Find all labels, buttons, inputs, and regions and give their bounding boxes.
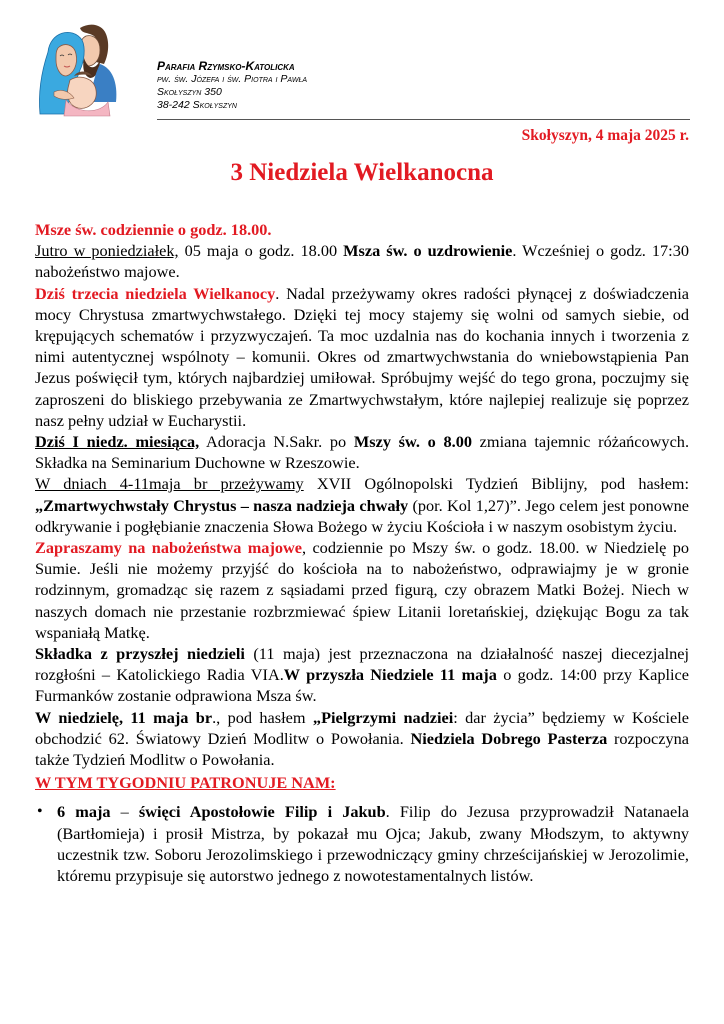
bold-text: W niedzielę, 11 maja br (35, 707, 213, 727)
body-text: o godz. 14:00 przy Kaplice Furmanków zostanie odprawiona Msza św. (35, 665, 689, 706)
bold-text: Mszy św. o 8.00 (353, 432, 472, 452)
body-text: (por. Kol 1,27)”. Jego celem jest ponowne odkrywanie i pogłębianie znaczenia Słowa Bożego w życiu Kościoła i w naszym osobistym życiu. (35, 495, 689, 536)
holy-family-logo-icon (30, 18, 130, 122)
address-line-1: Skołyszyn 350 (157, 86, 222, 98)
body-text: – (110, 802, 139, 822)
red-highlight: Dziś trzecia niedziela Wielkanocy (35, 283, 276, 303)
body-text: . Wcześniej o godz. 17:30 nabożeństwo majowe. (35, 241, 689, 282)
bold-text: „Pielgrzymi nadziei (312, 707, 454, 727)
paragraph-first-sunday (35, 431, 689, 473)
red-highlight: Zapraszamy na nabożeństwa majowe (35, 538, 302, 558)
bold-text: W przyszła Niedziele 11 maja (283, 665, 497, 685)
bold-text: „Zmartwychwstały Chrystus – nasza nadzieja chwały (35, 495, 409, 515)
parish-name: Parafia Rzymsko-Katolicka (157, 59, 295, 73)
body-text: : dar życia” będziemy w Kościele obchodzić 62. Światowy Dzień Modlitw o Powołania. (35, 707, 690, 748)
bold-underlined-text: Dziś I niedz. miesiąca, (35, 432, 200, 452)
header-divider (157, 119, 690, 120)
bold-text: Niedziela Dobrego Pasterza (410, 728, 608, 748)
bullet-icon: • (37, 803, 43, 821)
document-date: Skołyszyn, 4 maja 2025 r. (521, 127, 689, 144)
paragraph-vocations (35, 707, 689, 771)
paragraph-may-devotions (35, 537, 689, 643)
underlined-text: Jutro w poniedziałek, (35, 241, 179, 261)
bold-text: 6 maja (57, 802, 111, 822)
body-text: Adoracja N.Sakr. po (199, 432, 354, 452)
bold-text: Msza św. o uzdrowienie (343, 241, 513, 261)
patron-heading: W TYM TYGODNIU PATRONUJE NAM: (35, 773, 336, 793)
body-text: zmiana tajemnic różańcowych. Składka na Seminarium Duchowne w Rzeszowie. (35, 432, 690, 473)
patron-list (35, 801, 689, 886)
paragraph-bible-week (35, 473, 689, 537)
body-text: , codziennie po Mszy św. o godz. 18.00. w Niedzielę po Sumie. Jeśli nie możemy przyjść do kościoła na to nabożeństwo, odprawiajmy je w gronie rodzinnym, gromadząc się razem z sąsiadami przed figurą, czy obrazem Matki Bożej. Niech w naszych domach nie przestanie rozbrzmiewać śpiew Litanii loretańskiej, dziękując Bogu za tak wspaniałą Matkę. (35, 538, 689, 642)
paragraph-third-sunday (35, 283, 689, 431)
address-line-2: 38-242 Skołyszyn (157, 99, 237, 111)
paragraph-mass-times (35, 219, 689, 240)
paragraph-monday (35, 240, 689, 282)
body-text: rozpoczyna także Tydzień Modlitw o Powołania. (35, 728, 690, 770)
parish-header (157, 60, 307, 112)
body-text: . Filip do Jezusa przyprowadził Natanaela (Bartłomieja) i prosił Mistrza, by pokazał mu Ojca; Jakub, zwany Młodszym, to aktywny uczestnik tzw. Soboru Jerozolimskiego i przewodniczący gminy chrześcijańskiej w Jerozolimie, któremu przypisuje się autorstwo jednego z nowotestamentalnych listów. (57, 802, 689, 886)
page-title: 3 Niedziela Wielkanocna (230, 159, 494, 186)
bold-text: święci Apostołowie Filip i Jakub (138, 802, 386, 822)
body-text: ., pod hasłem (212, 707, 313, 727)
parish-patrons: pw. św. Józefa i św. Piotra i Pawła (157, 73, 308, 85)
body-text: (11 maja) jest przeznaczona na działalność naszej diecezjalnej rozgłośni – Katolickiego Radia VIA. (35, 644, 689, 685)
body-text: . Nadal przeżywamy okres radości płynącej z doświadczenia mocy Chrystusa zmartwychwstałego. Dzięki tej mocy stajemy się wolni od samych siebie, od krępujących schematów i przyzwyczajeń. Ta moc uzdalnia nas do kochania innych i tworzenia z nimi autentycznej wspólnoty – komunii. Okres od zmartwychwstania do wniebowstąpienia Pan Jezus poświęcił tym, których najbardziej umiłował. Spróbujmy wejść do tego grona, poczujmy się zaproszeni do bliskiego przebywania ze Zmartwychwstałym, które najlepiej realizuje się poprzez nasz pełny udział w Eucharystii. (35, 283, 689, 430)
underlined-text: W dniach 4-11maja br przeżywamy (35, 474, 304, 494)
announcements-body (35, 219, 689, 886)
mass-times-text: Msze św. codziennie o godz. 18.00. (35, 220, 272, 239)
bold-text: Składka z przyszłej niedzieli (35, 644, 245, 664)
body-text: 05 maja o godz. 18.00 (178, 241, 344, 261)
list-item (35, 801, 689, 886)
paragraph-collection (35, 643, 689, 707)
body-text: XVII Ogólnopolski Tydzień Biblijny, pod hasłem: (303, 474, 689, 494)
